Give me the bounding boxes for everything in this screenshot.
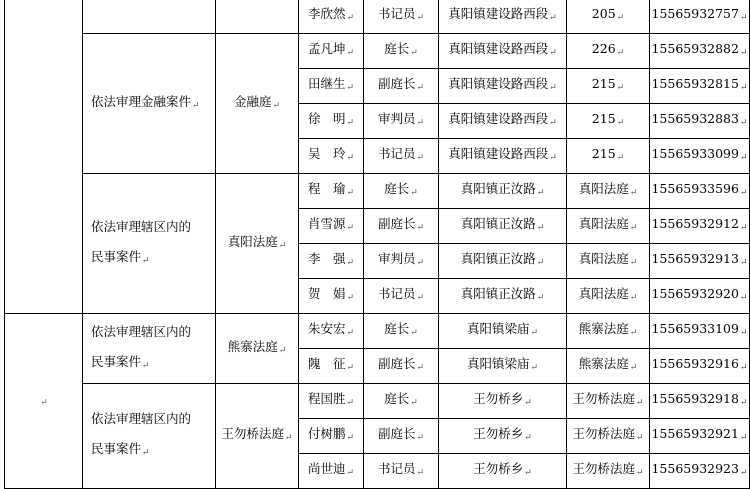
- title-cell: [364, 69, 439, 104]
- duty-line: 依法审理辖区内的: [91, 323, 192, 339]
- paragraph-mark: ↵: [635, 433, 644, 443]
- title-cell-text: 副庭长: [377, 76, 416, 91]
- paragraph-mark: ↵: [410, 48, 418, 58]
- paragraph-mark: ↵: [416, 153, 425, 163]
- paragraph-mark: ↵: [524, 398, 532, 408]
- table-row: [5, 0, 750, 34]
- room-cell: [567, 279, 650, 314]
- address-cell-text: 王勿桥乡: [473, 391, 524, 406]
- paragraph-mark: ↵: [530, 328, 539, 338]
- duty-cell: [83, 384, 216, 489]
- title-cell-text: 书记员: [377, 6, 416, 21]
- address-cell-text: 王勿桥乡: [473, 426, 524, 441]
- name-cell: [299, 69, 364, 104]
- paragraph-mark: ↵: [416, 83, 425, 93]
- room-cell-text: 王勿桥法庭: [572, 426, 635, 441]
- paragraph-mark: ↵: [346, 328, 355, 338]
- duty-line: 依法审理辖区内的: [91, 411, 192, 426]
- paragraph-mark: ↵: [278, 240, 287, 251]
- name-cell: [299, 349, 364, 384]
- room-cell: [567, 0, 650, 34]
- court-cell: [216, 384, 299, 489]
- paragraph-mark: ↵: [346, 153, 355, 163]
- duty-cell: [83, 314, 216, 384]
- duty-cell: [83, 34, 216, 174]
- paragraph-mark: ↵: [346, 118, 355, 128]
- room-cell-text: 王勿桥法庭: [572, 461, 635, 476]
- address-cell-text: 真阳镇建设路西段: [448, 146, 549, 161]
- phone-cell: [650, 69, 750, 104]
- room-cell: [567, 104, 650, 139]
- room-cell-text: 真阳法庭: [578, 251, 629, 266]
- room-cell: [567, 174, 650, 209]
- address-cell: [439, 279, 567, 314]
- name-cell: [299, 209, 364, 244]
- paragraph-mark: ↵: [416, 118, 425, 128]
- paragraph-mark: ↵: [739, 363, 748, 373]
- paragraph-mark: ↵: [629, 328, 638, 338]
- title-cell-text: 庭长: [384, 321, 410, 336]
- name-cell-text: 贺 娟: [307, 286, 346, 301]
- address-cell: [439, 209, 567, 244]
- address-cell: [439, 244, 567, 279]
- phone-cell-text: 15565932923: [651, 461, 739, 476]
- title-cell: [364, 174, 439, 209]
- room-cell: [567, 419, 650, 454]
- phone-cell: [650, 174, 750, 209]
- paragraph-mark: ↵: [629, 258, 638, 268]
- room-cell: [567, 34, 650, 69]
- paragraph-mark: ↵: [739, 48, 748, 58]
- room-cell: [567, 314, 650, 349]
- title-cell: [364, 104, 439, 139]
- paragraph-mark: ↵: [346, 48, 355, 58]
- title-cell: [364, 0, 439, 34]
- paragraph-mark: ↵: [524, 468, 532, 478]
- name-cell-text: 田继生: [307, 76, 346, 91]
- paragraph-mark: ↵: [739, 328, 748, 338]
- address-cell: [439, 314, 567, 349]
- paragraph-mark: ↵: [346, 83, 355, 93]
- name-cell: [299, 0, 364, 34]
- name-cell: [299, 419, 364, 454]
- paragraph-mark: ↵: [346, 363, 355, 373]
- name-cell-text: 徐 明: [307, 111, 346, 126]
- paragraph-mark: ↵: [346, 13, 355, 23]
- court-cell: [216, 314, 299, 384]
- title-cell-text: 书记员: [377, 461, 416, 476]
- title-cell-text: 庭长: [384, 181, 410, 196]
- address-cell: [439, 69, 567, 104]
- title-cell: [364, 34, 439, 69]
- paragraph-mark: ↵: [739, 13, 748, 23]
- paragraph-mark: ↵: [410, 188, 418, 198]
- title-cell: [364, 454, 439, 489]
- title-cell-text: 副庭长: [377, 356, 416, 371]
- phone-cell: [650, 384, 750, 419]
- phone-cell-text: 15565933099: [651, 146, 739, 161]
- address-cell-text: 真阳镇正汝路: [460, 181, 536, 196]
- paragraph-mark: ↵: [635, 468, 644, 478]
- table-body: [5, 0, 750, 489]
- paragraph-mark: ↵: [272, 100, 281, 111]
- paragraph-mark: ↵: [616, 13, 625, 23]
- paragraph-mark: ↵: [536, 258, 545, 268]
- title-cell-text: 庭长: [384, 391, 410, 406]
- paragraph-mark: ↵: [346, 223, 355, 233]
- phone-cell-text: 15565932918: [651, 391, 739, 406]
- paragraph-mark: ↵: [416, 293, 425, 303]
- paragraph-mark: ↵: [616, 153, 625, 163]
- paragraph-mark: ↵: [629, 223, 638, 233]
- paragraph-mark: ↵: [739, 293, 748, 303]
- name-cell: [299, 279, 364, 314]
- name-cell-text: 吴 玲: [307, 146, 346, 161]
- paragraph-mark: ↵: [416, 468, 425, 478]
- title-cell: [364, 209, 439, 244]
- room-cell: [567, 349, 650, 384]
- phone-cell: [650, 244, 750, 279]
- address-cell: [439, 139, 567, 174]
- address-cell-text: 真阳镇建设路西段: [448, 41, 549, 56]
- name-cell-text: 隗 征: [307, 356, 346, 371]
- paragraph-mark: ↵: [739, 468, 748, 478]
- paragraph-mark: ↵: [284, 433, 293, 443]
- phone-cell: [650, 279, 750, 314]
- room-cell-text: 熊寨法庭: [578, 321, 629, 336]
- name-cell: [299, 104, 364, 139]
- paragraph-mark: ↵: [536, 223, 545, 233]
- room-cell-text: 215: [591, 76, 616, 91]
- paragraph-mark: ↵: [629, 188, 638, 198]
- paragraph-mark: ↵: [346, 293, 355, 303]
- title-cell: [364, 419, 439, 454]
- court-cell: [216, 0, 299, 34]
- court-name: 真阳法庭: [227, 233, 278, 249]
- paragraph-mark: ↵: [278, 345, 287, 356]
- paragraph-mark: ↵: [739, 118, 748, 128]
- paragraph-mark: ↵: [536, 188, 545, 198]
- duty-line: 依法审理金融案件↵: [91, 93, 200, 111]
- division-cell: [5, 314, 83, 489]
- paragraph-mark: ↵: [346, 433, 355, 443]
- title-cell-text: 审判员: [377, 111, 416, 126]
- paragraph-mark: ↵: [142, 255, 150, 266]
- address-cell-text: 真阳镇建设路西段: [448, 111, 549, 126]
- paragraph-mark: ↵: [530, 363, 539, 373]
- room-cell: [567, 69, 650, 104]
- title-cell-text: 书记员: [377, 146, 416, 161]
- title-cell-text: 书记员: [377, 286, 416, 301]
- address-cell: [439, 174, 567, 209]
- name-cell-text: 李 强: [307, 251, 346, 266]
- title-cell-text: 审判员: [377, 251, 416, 266]
- phone-cell-text: 15565932882: [651, 41, 739, 56]
- paragraph-mark: ↵: [416, 223, 425, 233]
- room-cell-text: 真阳法庭: [578, 216, 629, 231]
- paragraph-mark: ↵: [524, 433, 532, 443]
- paragraph-mark: ↵: [410, 398, 418, 408]
- room-cell-text: 熊寨法庭: [578, 356, 629, 371]
- address-cell-text: 真阳镇梁庙: [466, 356, 530, 371]
- duty-line: 民事案件↵: [91, 441, 150, 458]
- room-cell-text: 205: [591, 6, 616, 21]
- name-cell-text: 肖雪源: [307, 216, 346, 231]
- title-cell-text: 副庭长: [377, 426, 416, 441]
- address-cell-text: 真阳镇建设路西段: [448, 76, 549, 91]
- paragraph-mark: ↵: [536, 293, 545, 303]
- table-row: [5, 34, 750, 69]
- paragraph-mark: ↵: [416, 363, 425, 373]
- title-cell: [364, 244, 439, 279]
- paragraph-mark: ↵: [40, 398, 48, 408]
- paragraph-mark: ↵: [616, 118, 625, 128]
- title-cell: [364, 139, 439, 174]
- name-cell: [299, 384, 364, 419]
- room-cell: [567, 139, 650, 174]
- title-cell-text: 庭长: [384, 41, 410, 56]
- paragraph-mark: ↵: [346, 398, 355, 408]
- title-cell: [364, 279, 439, 314]
- address-cell: [439, 419, 567, 454]
- paragraph-mark: ↵: [739, 258, 748, 268]
- division-cell: [5, 0, 83, 314]
- room-cell-text: 215: [591, 146, 616, 161]
- paragraph-mark: ↵: [549, 48, 557, 58]
- room-cell: [567, 209, 650, 244]
- title-cell-text: 副庭长: [377, 216, 416, 231]
- phone-cell: [650, 139, 750, 174]
- address-cell: [439, 384, 567, 419]
- phone-cell: [650, 454, 750, 489]
- name-cell-text: 程 瑜: [307, 181, 346, 196]
- duty-cell: [83, 0, 216, 34]
- court-directory-table: [4, 0, 750, 489]
- phone-cell-text: 15565932920: [651, 286, 739, 301]
- paragraph-mark: ↵: [416, 13, 425, 23]
- paragraph-mark: ↵: [739, 433, 748, 443]
- paragraph-mark: ↵: [416, 258, 425, 268]
- phone-cell-text: 15565932757: [651, 6, 739, 21]
- court-name: 金融庭: [233, 93, 272, 109]
- phone-cell: [650, 419, 750, 454]
- room-cell-text: 王勿桥法庭: [572, 391, 635, 406]
- title-cell: [364, 314, 439, 349]
- room-cell-text: 真阳法庭: [578, 286, 629, 301]
- address-cell-text: 真阳镇正汝路: [460, 286, 536, 301]
- paragraph-mark: ↵: [192, 100, 200, 111]
- court-name: 王勿桥法庭: [221, 426, 284, 441]
- address-cell-text: 真阳镇正汝路: [460, 216, 536, 231]
- paragraph-mark: ↵: [142, 448, 150, 458]
- room-cell: [567, 384, 650, 419]
- paragraph-mark: ↵: [739, 188, 748, 198]
- phone-cell: [650, 314, 750, 349]
- name-cell-text: 朱安宏: [307, 321, 346, 336]
- name-cell: [299, 139, 364, 174]
- name-cell: [299, 34, 364, 69]
- paragraph-mark: ↵: [629, 363, 638, 373]
- paragraph-mark: ↵: [549, 83, 557, 93]
- address-cell-text: 真阳镇梁庙: [466, 321, 530, 336]
- duty-line: 民事案件↵: [91, 353, 150, 371]
- phone-cell-text: 15565932916: [651, 356, 739, 371]
- address-cell: [439, 454, 567, 489]
- table-row: [5, 384, 750, 419]
- address-cell: [439, 34, 567, 69]
- name-cell: [299, 244, 364, 279]
- court-name: 熊寨法庭: [227, 338, 278, 354]
- room-cell: [567, 454, 650, 489]
- paragraph-mark: ↵: [616, 83, 625, 93]
- paragraph-mark: ↵: [346, 188, 355, 198]
- paragraph-mark: ↵: [616, 48, 625, 58]
- name-cell: [299, 174, 364, 209]
- phone-cell-text: 15565932921: [651, 426, 739, 441]
- name-cell-text: 孟凡坤: [307, 41, 346, 56]
- phone-cell-text: 15565932883: [651, 111, 739, 126]
- phone-cell-text: 15565933596: [651, 181, 739, 196]
- address-cell-text: 真阳镇正汝路: [460, 251, 536, 266]
- paragraph-mark: ↵: [346, 468, 355, 478]
- address-cell: [439, 104, 567, 139]
- duty-cell: [83, 174, 216, 314]
- address-cell: [439, 0, 567, 34]
- name-cell-text: 李欣然: [307, 6, 346, 21]
- title-cell: [364, 384, 439, 419]
- phone-cell-text: 15565932815: [651, 76, 739, 91]
- name-cell-text: 付树鹏: [307, 426, 346, 441]
- paragraph-mark: ↵: [629, 293, 638, 303]
- phone-cell: [650, 209, 750, 244]
- address-cell-text: 真阳镇建设路西段: [448, 6, 549, 21]
- duty-line: 依法审理辖区内的: [91, 218, 192, 234]
- table-row: [5, 174, 750, 209]
- phone-cell-text: 15565932913: [651, 251, 739, 266]
- paragraph-mark: ↵: [739, 83, 748, 93]
- paragraph-mark: ↵: [410, 328, 418, 338]
- title-cell: [364, 349, 439, 384]
- phone-cell-text: 15565932912: [651, 216, 739, 231]
- paragraph-mark: ↵: [739, 398, 748, 408]
- name-cell-text: 尚世迪: [307, 461, 346, 476]
- phone-cell: [650, 34, 750, 69]
- court-cell: [216, 34, 299, 174]
- paragraph-mark: ↵: [635, 398, 644, 408]
- paragraph-mark: ↵: [416, 433, 425, 443]
- paragraph-mark: ↵: [346, 258, 355, 268]
- name-cell-text: 程国胜: [307, 391, 346, 406]
- paragraph-mark: ↵: [549, 153, 557, 163]
- address-cell: [439, 349, 567, 384]
- paragraph-mark: ↵: [549, 13, 557, 23]
- paragraph-mark: ↵: [739, 153, 748, 163]
- table-row: [5, 314, 750, 349]
- phone-cell: [650, 104, 750, 139]
- paragraph-mark: ↵: [549, 118, 557, 128]
- room-cell-text: 215: [591, 111, 616, 126]
- paragraph-mark: ↵: [739, 223, 748, 233]
- room-cell: [567, 244, 650, 279]
- paragraph-mark: ↵: [142, 360, 150, 371]
- duty-line: 民事案件↵: [91, 248, 150, 266]
- address-cell-text: 王勿桥乡: [473, 461, 524, 476]
- phone-cell: [650, 0, 750, 34]
- phone-cell: [650, 349, 750, 384]
- name-cell: [299, 314, 364, 349]
- name-cell: [299, 454, 364, 489]
- court-cell: [216, 174, 299, 314]
- room-cell-text: 真阳法庭: [578, 181, 629, 196]
- phone-cell-text: 15565933109: [651, 321, 739, 336]
- room-cell-text: 226: [591, 41, 616, 56]
